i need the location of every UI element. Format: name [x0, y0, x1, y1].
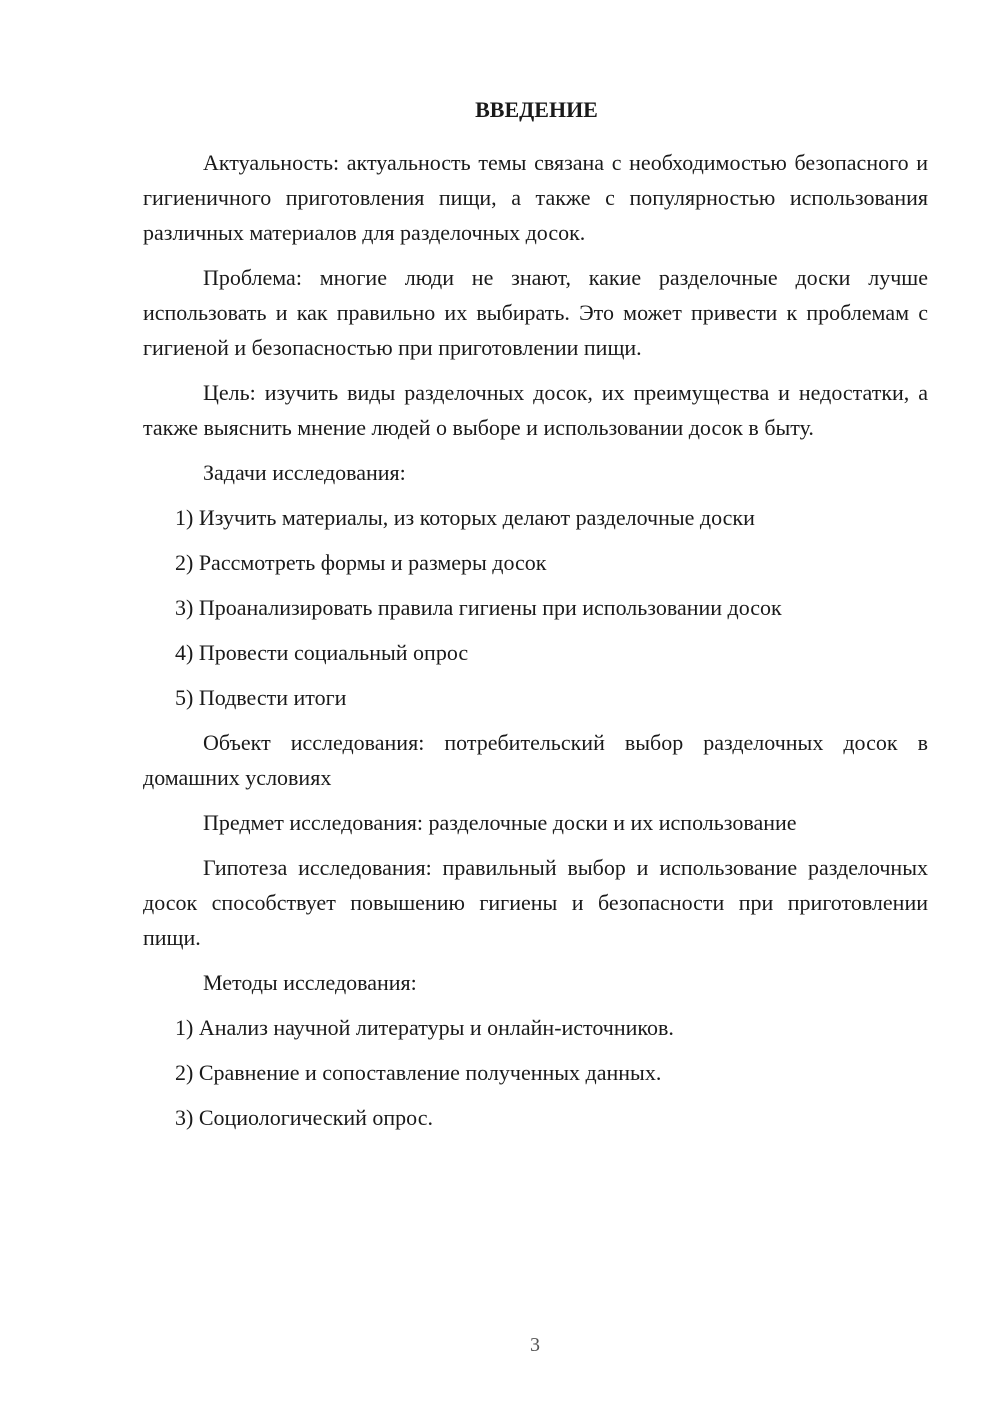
subject-paragraph: Предмет исследования: разделочные доски и их использование — [203, 810, 797, 835]
hypothesis-paragraph: Гипотеза исследования: правильный выбор и использование разделочных досок способствует повышению гигиены и безопасности при приготовлении пищи. — [143, 855, 928, 950]
task-item: 2) Рассмотреть формы и размеры досок — [175, 550, 547, 575]
task-item: 4) Провести социальный опрос — [175, 640, 469, 665]
method-item: 3) Социологический опрос. — [175, 1105, 433, 1130]
task-item: 1) Изучить материалы, из которых делают разделочные доски — [175, 505, 755, 530]
task-item: 3) Проанализировать правила гигиены при использовании досок — [175, 595, 782, 620]
document-page — [143, 95, 928, 1145]
tasks-heading: Задачи исследования: — [203, 460, 406, 485]
relevance-paragraph: Актуальность: актуальность темы связана с необходимостью безопасного и гигиеничного приготовления пищи, а также с популярностью использования различных материалов для разделочных досок. — [143, 150, 928, 245]
object-paragraph: Объект исследования: потребительский выбор разделочных досок в домашних условиях — [143, 730, 928, 790]
methods-heading: Методы исследования: — [203, 970, 417, 995]
task-item: 5) Подвести итоги — [175, 685, 347, 710]
method-item: 2) Сравнение и сопоставление полученных данных. — [175, 1060, 662, 1085]
problem-paragraph: Проблема: многие люди не знают, какие разделочные доски лучше использовать и как правильно их выбирать. Это может привести к проблемам с гигиеной и безопасностью при приготовлении пищи. — [143, 265, 928, 360]
page-title: ВВЕДЕНИЕ — [475, 97, 598, 122]
goal-paragraph: Цель: изучить виды разделочных досок, их преимущества и недостатки, а также выяснить мнение людей о выборе и использовании досок в быту. — [143, 380, 928, 440]
page-number: 3 — [530, 1334, 540, 1356]
method-item: 1) Анализ научной литературы и онлайн-источников. — [175, 1015, 674, 1040]
